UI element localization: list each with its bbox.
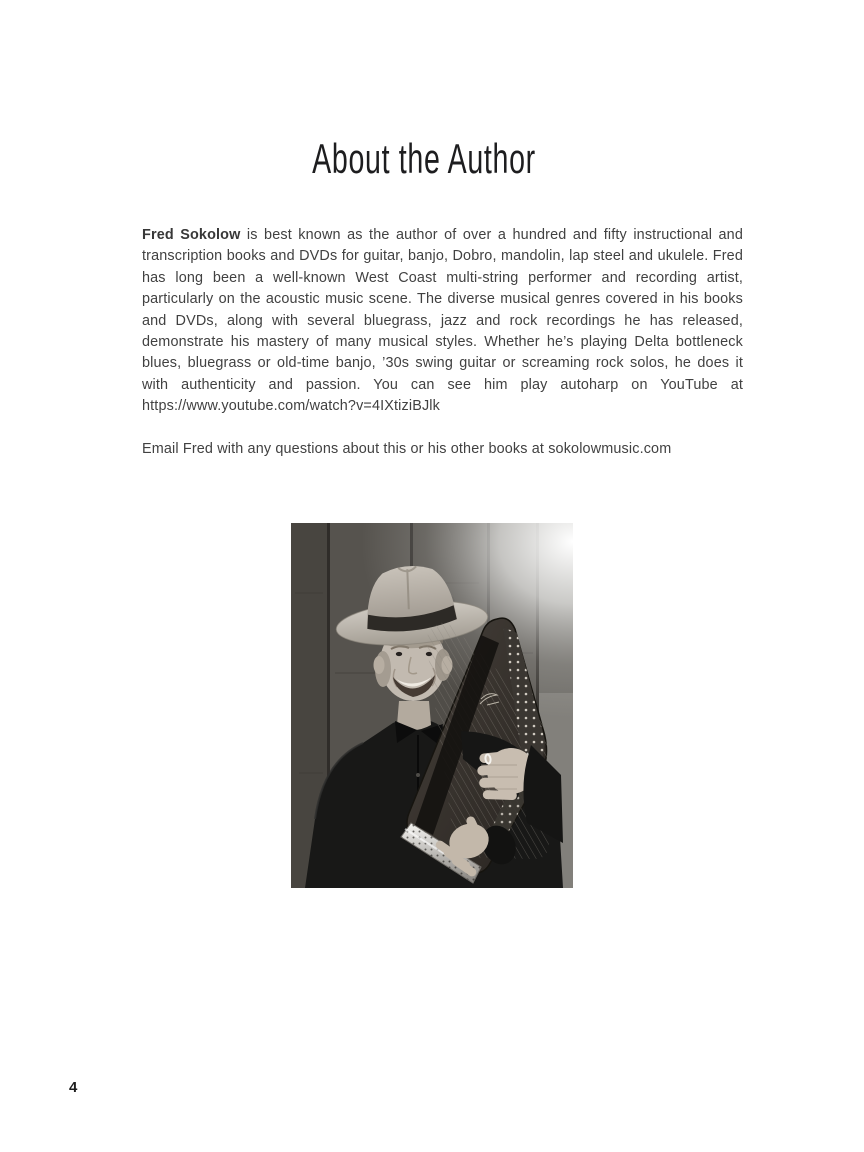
bio-url-continuation: watch?v=4IXtiziBJlk: [309, 398, 440, 415]
page-title: About the Author: [312, 135, 536, 182]
photo-illustration: [291, 523, 573, 888]
contact-line: Email Fred with any questions about this or his other books at sokolowmusic.com: [142, 440, 672, 457]
author-name: Fred Sokolow: [142, 227, 241, 243]
bio-paragraph: [142, 225, 743, 418]
author-photo: [291, 523, 573, 888]
bio-text: is best known as the author of over a hundred and fifty instructional and transcription books and DVDs for guitar, banjo, Dobro, mandolin, lap steel and ukulele. Fred has long been a well-known West Coast multi-string performer and recording artist, particularly on the acoustic music scene. The diverse musical genres covered in his books and DVDs, along with several bluegrass, jazz and rock recordings he has released, demonstrate his mastery of many musical styles. Whether he’s playing Delta bottleneck blues, bluegrass or old-time banjo, ’30s swing guitar or screaming rock solos, he does it with authenticity and passion. You can see him play autoharp on YouTube at https://www.youtube.com/: [142, 227, 743, 415]
author-bio-section: [142, 225, 743, 460]
page-number: 4: [69, 1079, 78, 1096]
